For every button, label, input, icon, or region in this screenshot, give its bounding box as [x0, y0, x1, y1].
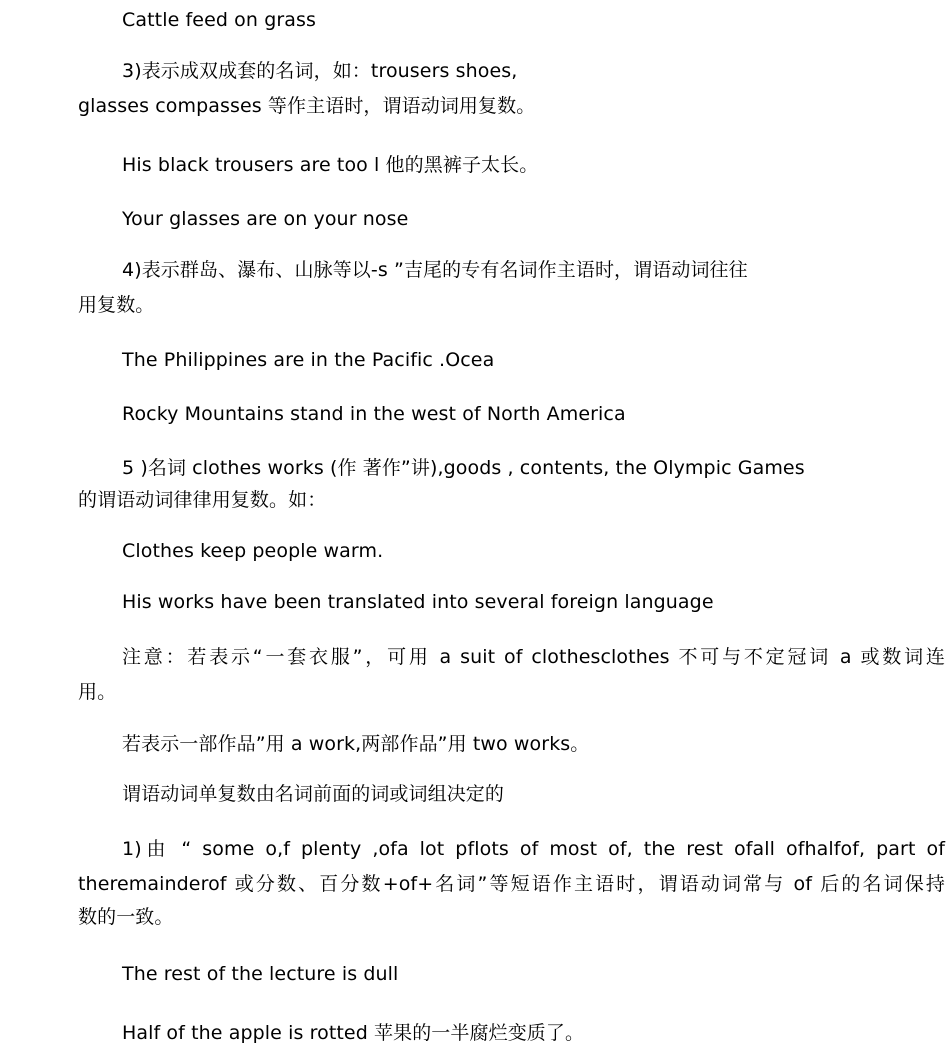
rule-4-continuation: 用复数。: [78, 294, 155, 316]
note-suit-of-clothes: [78, 645, 945, 669]
rule-1-line-1: 1)由 “ some o,f plenty ,ofa lot pflots of most of, the rest ofall ofhalfof, part of: [122, 838, 945, 860]
rule-1-line-3: 数的一致。: [78, 906, 174, 928]
example-cattle: Cattle feed on grass: [122, 9, 317, 31]
rule-5-heading: 5 )名词 clothes works (作 著作”讲),goods , contents, the Olympic Games: [122, 457, 805, 479]
example-glasses: Your glasses are on your nose: [122, 208, 409, 230]
example-philippines: The Philippines are in the Pacific .Ocea: [122, 349, 495, 371]
rule-3-continuation: glasses compasses 等作主语时，谓语动词用复数。: [78, 95, 536, 117]
rule-5-continuation: 的谓语动词律律用复数。如：: [78, 489, 327, 511]
rule-3-heading: 3)表示成双成套的名词，如：trousers shoes,: [122, 60, 518, 82]
rule-1-line-2-wrap: [78, 872, 945, 896]
rule-1-line-2: theremainderof 或分数、百分数+of+名词”等短语作主语时，谓语动词常与 of 后的名词保持: [78, 873, 945, 895]
note-continuation: 用。: [78, 681, 117, 703]
rule-1-line-1-wrap: [78, 837, 945, 861]
example-trousers: His black trousers are too l 他的黑裤子太长。: [122, 154, 539, 176]
note-line-1: 注意：若表示“一套衣服”，可用 a suit of clothesclothes 不可与不定冠词 a 或数词连: [122, 646, 945, 668]
example-clothes: Clothes keep people warm.: [122, 540, 384, 562]
note-works: 若表示一部作品”用 a work,两部作品”用 two works。: [122, 733, 590, 755]
section-heading: 谓语动词单复数由名词前面的词或词组决定的: [122, 783, 505, 805]
example-works: His works have been translated into several foreign language: [122, 591, 714, 613]
example-rocky-mountains: Rocky Mountains stand in the west of North America: [122, 403, 626, 425]
example-lecture: The rest of the lecture is dull: [122, 963, 399, 985]
rule-4-heading: 4)表示群岛、瀑布、山脉等以-s ”吉尾的专有名词作主语时，谓语动词往往: [122, 259, 748, 281]
example-apple: Half of the apple is rotted 苹果的一半腐烂变质了。: [122, 1022, 585, 1044]
